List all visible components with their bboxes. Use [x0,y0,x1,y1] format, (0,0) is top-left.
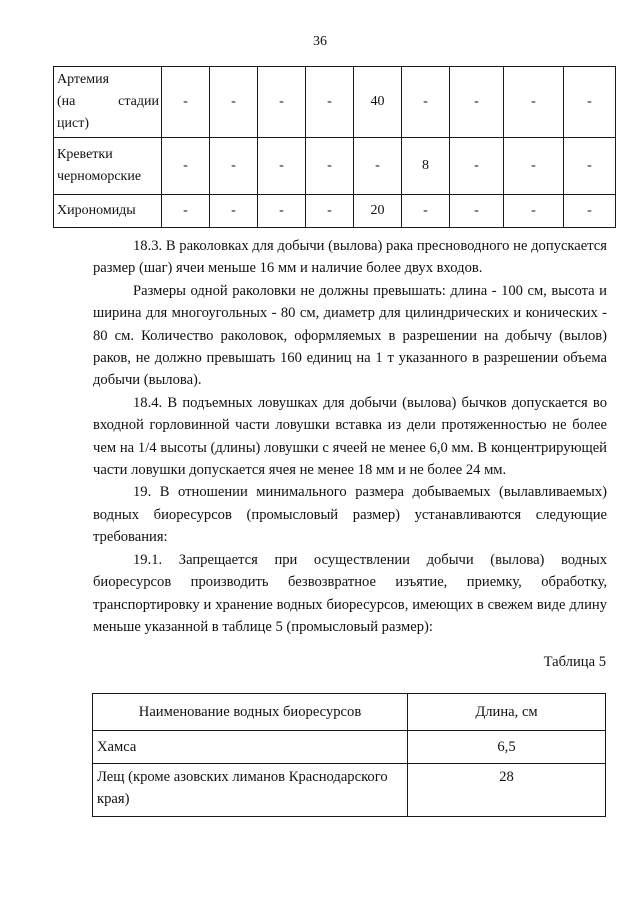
table-cell: - [402,195,450,228]
species-name: Креветки черноморские [54,138,162,195]
table-cell: - [450,138,504,195]
table-cell: - [306,138,354,195]
table-row [93,731,606,764]
table-cell: - [306,67,354,138]
paragraph-19-1: 19.1. Запрещается при осуществлении добычи (вылова) водных биоресурсов производить безвозвратное изъятие, приемку, обработку, транспортировку и хранение водных биоресурсов, имеющих в свежем виде длину меньше указанной в таблице 5 (промысловый размер): [93,551,607,635]
table-cell: - [402,67,450,138]
column-header-name: Наименование водных биоресурсов [93,694,408,731]
column-header-length: Длина, см [408,694,606,731]
species-name: Артемия (на стадии цист) [54,67,162,138]
table-cell: - [504,67,564,138]
table-cell: - [564,195,616,228]
table-cell: - [504,195,564,228]
size-table-continued [53,66,616,228]
paragraph-18-4: 18.4. В подъемных ловушках для добычи (вылова) бычков допускается во входной горловинной части ловушки вставка из дели протяженностью не более чем на 1/4 высоты (длины) ловушки с ячеей не менее 6,0 мм. В концентрирующей части ловушки допускается ячея не менее 18 мм и не более 24 мм. [93,394,607,479]
table-cell: - [258,195,306,228]
table-cell: - [504,138,564,195]
paragraph-19: 19. В отношении минимального размера добываемых (вылавливаемых) водных биоресурсов (промысловый размер) устанавливаются следующие требования: [93,484,607,546]
table-cell: - [210,138,258,195]
table-cell: - [258,67,306,138]
table-cell: - [162,138,210,195]
length-value: 28 [408,764,606,817]
table-cell: - [162,67,210,138]
table-caption: Таблица 5 [543,654,606,670]
table-cell: - [564,138,616,195]
table-cell: - [450,195,504,228]
paragraph-18-3-sizes: Размеры одной раколовки не должны превышать: длина - 100 см, высота и ширина для многоугольных - 80 см, диаметр для цилиндрических и конических - 80 см. Количество раколовок, оформляемых в разрешении на добычу (вылов) раков, не должно превышать 160 единиц на 1 т указанного в разрешении объема добычи (вылова). [93,282,607,389]
table-cell: 8 [402,138,450,195]
table-row [54,138,616,195]
table-row [54,195,616,228]
table-cell: - [258,138,306,195]
table-cell: - [564,67,616,138]
table-row [93,764,606,817]
table-cell: - [354,138,402,195]
length-value: 6,5 [408,731,606,764]
species-name: Лещ (кроме азовских лиманов Краснодарского края) [93,764,408,817]
table-cell: - [162,195,210,228]
table-cell: - [210,67,258,138]
table-cell: - [210,195,258,228]
table-5 [92,693,606,817]
table-cell: - [306,195,354,228]
paragraph-18-3: 18.3. В раколовках для добычи (вылова) рака пресноводного не допускается размер (шаг) ячеи меньше 16 мм и наличие более двух входов. [93,238,607,277]
table-cell: - [450,67,504,138]
body-text [93,235,607,638]
table-header-row [93,694,606,731]
table-cell: 20 [354,195,402,228]
page-number: 36 [313,34,327,49]
table-cell: 40 [354,67,402,138]
species-name: Хамса [93,731,408,764]
species-name: Хирономиды [54,195,162,228]
table-row [54,67,616,138]
